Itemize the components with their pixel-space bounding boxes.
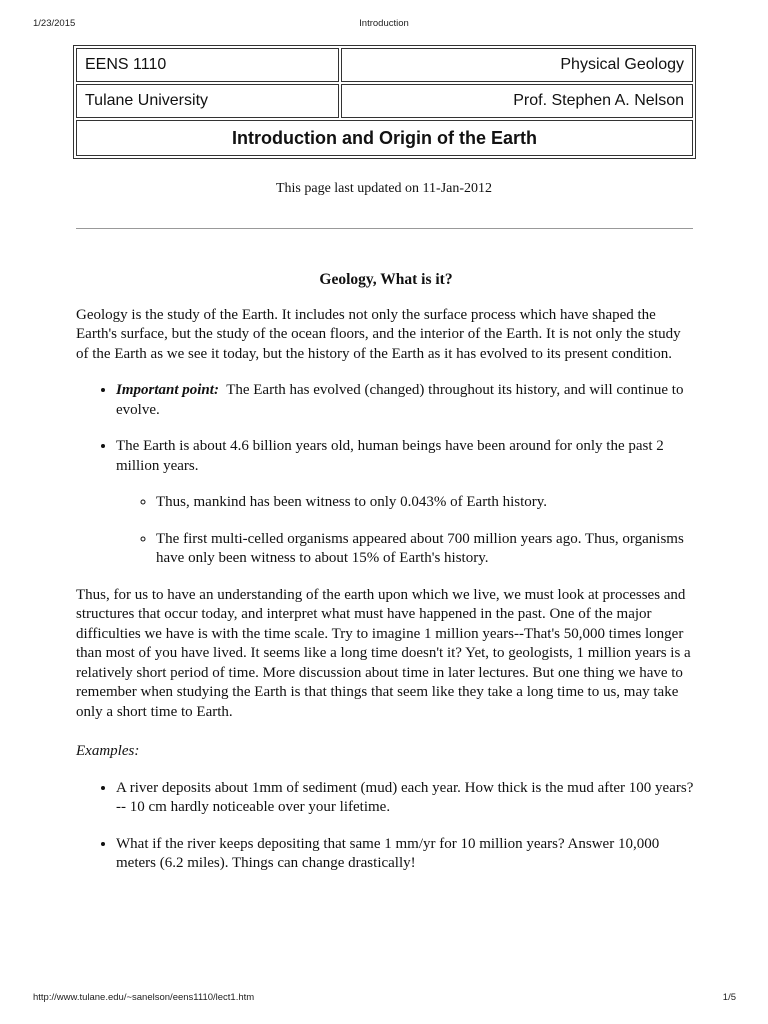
- examples-label: Examples:: [76, 743, 140, 759]
- university-name: Tulane University: [76, 84, 339, 118]
- sub-list-item: ◦ Thus, mankind has been witness to only 0.043% of Earth history.: [156, 493, 696, 513]
- examples-list: [76, 779, 696, 874]
- section-heading: Geology, What is it?: [319, 271, 453, 288]
- important-point-label: Important point:: [116, 382, 219, 398]
- example-item: • A river deposits about 1mm of sediment (mud) each year. How thick is the mud after 100 years? -- 10 cm hardly noticeable over your lifetime.: [116, 779, 696, 818]
- list-item: [116, 437, 696, 569]
- sub-list-item: ◦ The first multi-celled organisms appeared about 700 million years ago. Thus, organisms have only been witness to about 15% of Earth's history.: [156, 530, 696, 569]
- list-item: [116, 381, 696, 420]
- course-header-table: [73, 45, 696, 159]
- main-content: [76, 270, 696, 891]
- page-number: 1/5: [722, 992, 736, 1003]
- course-subject: Physical Geology: [341, 48, 693, 82]
- page-title: Introduction and Origin of the Earth: [76, 120, 693, 156]
- last-updated: This page last updated on 11-Jan-2012: [275, 181, 493, 196]
- intro-paragraph: Geology is the study of the Earth. It includes not only the surface process which have shaped the Earth's surface, but the study of the ocean floors, and the interior of the Earth. It is not only the study of the Earth as we see it today, but the history of the Earth as it has evolved to its present condition.: [76, 306, 681, 362]
- key-points-list: [76, 381, 696, 569]
- horizontal-rule: [76, 228, 693, 229]
- print-date: 1/23/2015: [33, 18, 76, 29]
- earth-age-text: The Earth is about 4.6 billion years old, human beings have been around for only the past 2 million years.: [116, 438, 664, 474]
- important-point-text: The Earth has evolved (changed) throughout its history, and will continue to evolve.: [116, 382, 684, 418]
- print-page-title: Introduction: [359, 18, 409, 29]
- course-code: EENS 1110: [76, 48, 339, 82]
- professor-name: Prof. Stephen A. Nelson: [341, 84, 693, 118]
- example-item: • What if the river keeps depositing that same 1 mm/yr for 10 million years? Answer 10,000 meters (6.2 miles). Things can change drastically!: [116, 835, 696, 874]
- page-url: http://www.tulane.edu/~sanelson/eens1110/lect1.htm: [33, 992, 255, 1003]
- sub-points-list: [116, 493, 696, 569]
- time-scale-paragraph: Thus, for us to have an understanding of the earth upon which we live, we must look at processes and structures that occur today, and interpret what must have happened in the past. One of the major difficulties we have is with the time scale. Try to imagine 1 million years--That's 50,000 times longer than most of you have lived. It seems like a long time doesn't it? Yet, to geologists, 1 million years is a relatively short period of time. More discussion about time in later lectures. But one thing we have to remember when studying the Earth is that things that seem like they take a long time to us, may take only a short time to Earth.: [76, 586, 691, 720]
